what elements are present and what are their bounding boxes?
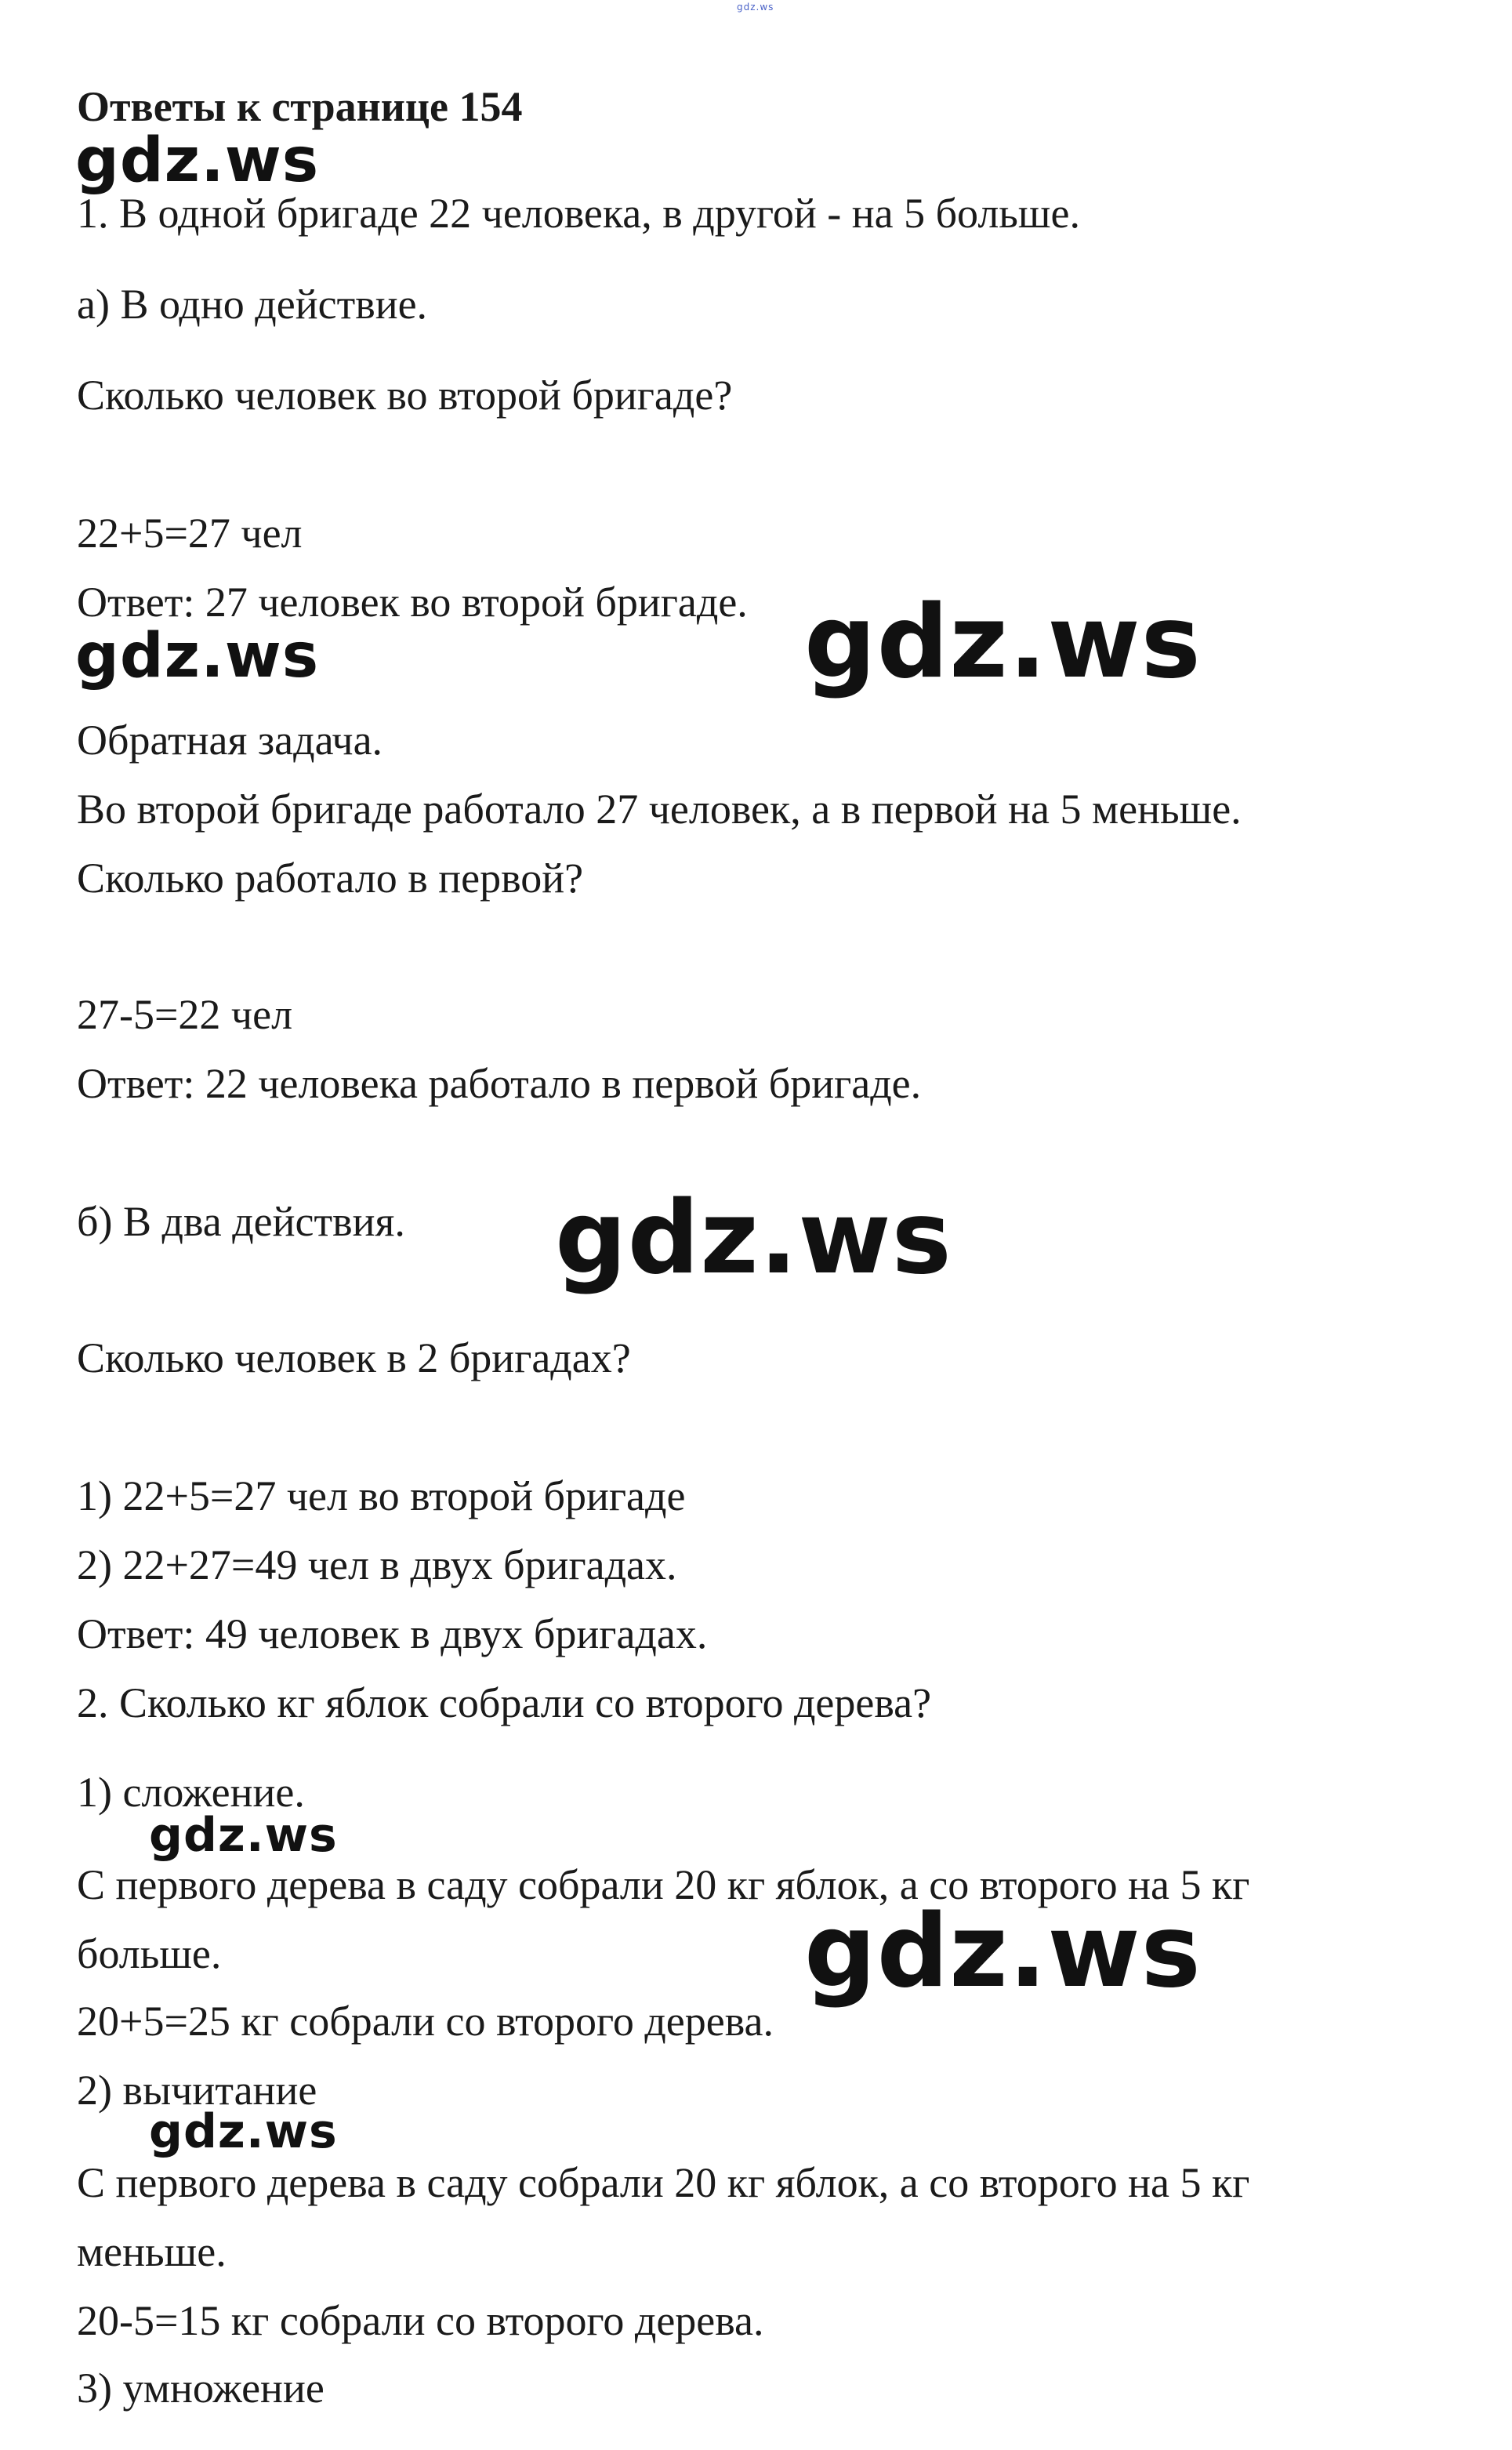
task-2-addition-solution: 20+5=25 кг собрали со второго дерева. — [77, 1998, 774, 2045]
watermark: gdz.ws — [804, 584, 1202, 701]
watermark: gdz.ws — [75, 621, 320, 691]
page-title: Ответы к странице 154 — [77, 83, 523, 130]
inverse-task-question: Сколько работало в первой? — [77, 855, 584, 902]
part-b-answer: Ответ: 49 человек в двух бригадах. — [77, 1610, 708, 1657]
inverse-task-heading: Обратная задача. — [77, 717, 383, 764]
part-a-question: Сколько человек во второй бригаде? — [77, 372, 733, 419]
part-a-answer: Ответ: 27 человек во второй бригаде. — [77, 579, 748, 626]
task-1-statement: 1. В одной бригаде 22 человека, в другой - на 5 больше. — [77, 190, 1080, 237]
task-2-subtraction-text-1: С первого дерева в саду собрали 20 кг яблок, а со второго на 5 кг — [77, 2159, 1250, 2206]
task-2-subtraction-solution: 20-5=15 кг собрали со второго дерева. — [77, 2297, 764, 2344]
inverse-task-solution: 27-5=22 чел — [77, 991, 293, 1038]
task-2-subtraction-text-2: меньше. — [77, 2228, 227, 2275]
task-2-statement: 2. Сколько кг яблок собрали со второго дерева? — [77, 1679, 932, 1726]
task-2-addition-heading: 1) сложение. — [77, 1769, 305, 1816]
part-b-heading: б) В два действия. — [77, 1198, 405, 1245]
task-2-subtraction-heading: 2) вычитание — [77, 2067, 317, 2114]
inverse-task-answer: Ответ: 22 человека работало в первой бригаде. — [77, 1060, 922, 1107]
watermark: gdz.ws — [149, 2104, 338, 2159]
inverse-task-statement: Во второй бригаде работало 27 человек, а в первой на 5 меньше. — [77, 786, 1242, 833]
part-b-question: Сколько человек в 2 бригадах? — [77, 1334, 631, 1381]
watermark: gdz.ws — [75, 125, 320, 196]
top-watermark: gdz.ws — [737, 2, 774, 13]
watermark: gdz.ws — [149, 1808, 338, 1863]
part-a-solution: 22+5=27 чел — [77, 510, 303, 557]
part-b-step-2: 2) 22+27=49 чел в двух бригадах. — [77, 1541, 677, 1588]
part-a-heading: а) В одно действие. — [77, 281, 428, 328]
watermark: gdz.ws — [804, 1893, 1202, 2010]
task-2-addition-text-2: больше. — [77, 1930, 222, 1977]
task-2-multiplication-heading: 3) умножение — [77, 2365, 325, 2412]
part-b-step-1: 1) 22+5=27 чел во второй бригаде — [77, 1472, 686, 1519]
task-2-addition-text-1: С первого дерева в саду собрали 20 кг яблок, а со второго на 5 кг — [77, 1861, 1250, 1908]
watermark: gdz.ws — [555, 1180, 952, 1297]
